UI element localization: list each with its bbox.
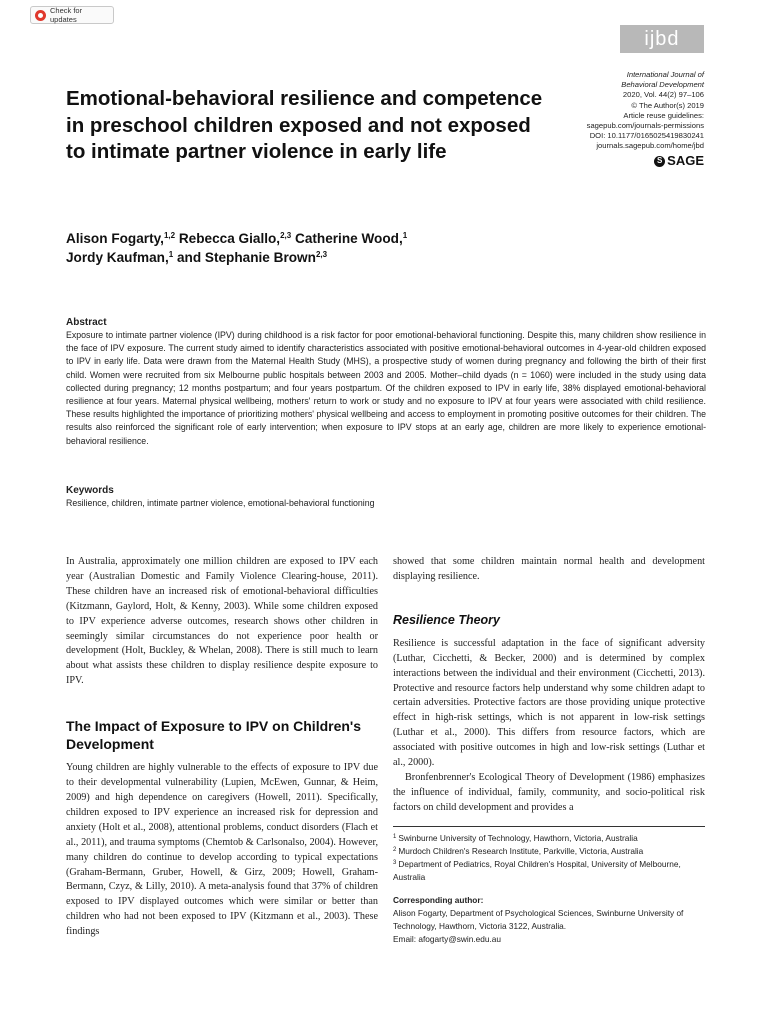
journal-home-link[interactable]: journals.sagepub.com/home/jbd	[596, 141, 704, 151]
abstract-heading: Abstract	[66, 317, 107, 328]
author-name: Rebecca Giallo,	[175, 231, 281, 246]
affiliation-number: 3	[393, 860, 397, 866]
author-affil-sup: 1	[402, 231, 408, 240]
author-name: Alison Fogarty,	[66, 231, 164, 246]
subsection-heading: Resilience Theory	[393, 612, 500, 627]
author-line-1	[66, 229, 586, 248]
affiliation-text: Murdoch Children's Research Institute, Parkville, Victoria, Australia	[398, 846, 644, 856]
corresponding-author-heading: Corresponding author:	[393, 895, 484, 905]
corresponding-author-email[interactable]: Email: afogarty@swin.edu.au	[393, 934, 502, 944]
body-paragraph: In Australia, approximately one million children are exposed to IPV each year (Australian Domestic and Family Violence Clearing-house, 2011). These children have an increased risk of emotional-behavioral difficulties (Kitzmann, Gaylord, Holt, & Kenny, 2003). While some children exposed to IPV experience adverse outcomes, research shows other children in seemingly similar circumstances do not experience poor health or development (Holt, Buckley, & Whelan, 2008). There is still much to learn about what assists these children to display resilience despite exposure to IPV.	[66, 556, 378, 687]
journal-name-line2: Behavioral Development	[621, 80, 704, 90]
body-paragraph: showed that some children maintain normal health and development displaying resilience.	[393, 556, 705, 582]
affiliation-item	[393, 832, 705, 845]
affiliation-item	[393, 858, 705, 884]
keywords-section	[66, 484, 706, 510]
check-updates-icon	[35, 10, 46, 21]
journal-logo: ijbd	[620, 25, 704, 53]
section-heading: The Impact of Exposure to IPV on Children's Development	[66, 718, 362, 753]
keywords-heading: Keywords	[66, 485, 114, 496]
footnote-divider	[393, 826, 705, 827]
affiliation-number: 2	[393, 847, 397, 853]
journal-name-line1: International Journal of	[626, 70, 704, 79]
author-affil-sup: 1	[168, 250, 174, 259]
check-for-updates-label: Check for updates	[50, 6, 83, 24]
author-name: Jordy Kaufman,	[66, 250, 169, 265]
sage-logo-text: SAGE	[667, 153, 704, 169]
affiliation-text: Swinburne University of Technology, Hawthorn, Victoria, Australia	[398, 833, 638, 843]
author-name: and Stephanie Brown	[173, 250, 316, 265]
author-list	[66, 229, 586, 267]
affiliation-item	[393, 845, 705, 858]
affiliation-number: 1	[393, 834, 397, 840]
author-affil-sup: 2,3	[280, 231, 292, 240]
affiliations-block	[393, 832, 705, 946]
body-paragraph: Resilience is successful adaptation in the face of significant adversity (Luthar, Cicchetti, & Becker, 2000) and is determined by complex interactions between the individual and their environment (Cicchetti, 2013). Protective and resource factors help understand why some children adapt to certain adversities. Protective factors are those providing unique protective effect in high-risk settings, which is not apparent in low-risk settings (Luthar et al., 2000). This differs from resource factors, which are associated with positive outcomes in high and low-risk settings (Luthar et al., 2000).	[393, 637, 705, 769]
permissions-link[interactable]: sagepub.com/journals-permissions	[586, 121, 704, 131]
corresponding-author-text: Alison Fogarty, Department of Psychological Sciences, Swinburne University of Technology, Hawthorn, Victoria 3122, Australia.	[393, 908, 684, 931]
author-affil-sup: 2,3	[315, 250, 328, 259]
body-paragraph: Young children are highly vulnerable to the effects of exposure to IPV due to their developmental vulnerability (Lupien, McEwen, Gunnar, & Heim, 2009) and high dependence on caregivers (Howell, 2011). Specifically, children exposed to IPV experience an increased risk for depression and anxiety (Holt et al., 2008), attentional problems, conduct disorders (Flach et al., 2011), and trauma symptoms (Chemtob & Carlsonalso, 2004). However, many children do continue to develop according to typical expectations (Graham-Bermann, Gruber, Howell, & Girz, 2009; Howell, Graham-Bermann, Czyz, & Lilly, 2010). A meta-analysis found that 37% of children exposed to IPV displayed outcomes which were similar or better than children who had not been exposed to IPV (Kitzmann et al., 2003). These findings	[66, 762, 378, 938]
author-affil-sup: 1,2	[163, 231, 176, 240]
doi[interactable]: DOI: 10.1177/0165025419830241	[589, 131, 704, 141]
author-line-2	[66, 248, 586, 267]
volume-info: 2020, Vol. 44(2) 97–106	[622, 90, 704, 100]
sage-s-icon: S	[654, 156, 665, 167]
article-title: Emotional-behavioral resilience and competence in preschool children exposed and not exposed to intimate partner violence in early life	[66, 87, 543, 163]
keywords-text: Resilience, children, intimate partner violence, emotional-behavioral functioning	[66, 498, 375, 508]
body-paragraph: Bronfenbrenner's Ecological Theory of Development (1986) emphasizes the influence of individual, family, community, and socio-political risk factors on child development and provides a	[393, 771, 705, 813]
check-for-updates-button[interactable]	[30, 6, 114, 24]
abstract-text: Exposure to intimate partner violence (IPV) during childhood is a risk factor for poor emotional-behavioral functioning. Despite this, many children show resilience in the face of IPV exposure. The current study aimed to identify characteristics associated with positive emotional-behavioral outcomes in 4-year-old children exposed to IPV in early life. Data were drawn from the Maternal Health Study (MHS), a prospective study of women during pregnancy and following the birth of their first child. Women were recruited from six Melbourne public hospitals between 2003 and 2005. Mother–child dyads (n = 1060) were included in the study using data collected during pregnancy; 12 months postpartum; and four years postpartum. Of the children exposed to IPV in early life, 38% displayed emotional-behavioral resilience at four years. Maternal physical wellbeing, mothers' return to work or study and no exposure to IPV at four years were associated with child resilience. These results highlighted the importance of prioritizing mothers' physical wellbeing and access to employment in promoting positive outcomes for their children. The results also reinforced the significant role of early intervention; when exposure to IPV stops at an early age, children are more likely to experience emotional-behavioral resilience.	[66, 330, 706, 446]
journal-info	[534, 70, 704, 167]
copyright: © The Author(s) 2019	[631, 100, 704, 110]
sage-logo	[534, 153, 704, 169]
reuse-label: Article reuse guidelines:	[623, 110, 704, 120]
body-column-right	[393, 555, 705, 816]
affiliation-text: Department of Pediatrics, Royal Children's Hospital, University of Melbourne, Australia	[393, 859, 681, 882]
body-column-left	[66, 555, 378, 940]
author-name: Catherine Wood,	[291, 231, 403, 246]
abstract-section	[66, 316, 706, 448]
